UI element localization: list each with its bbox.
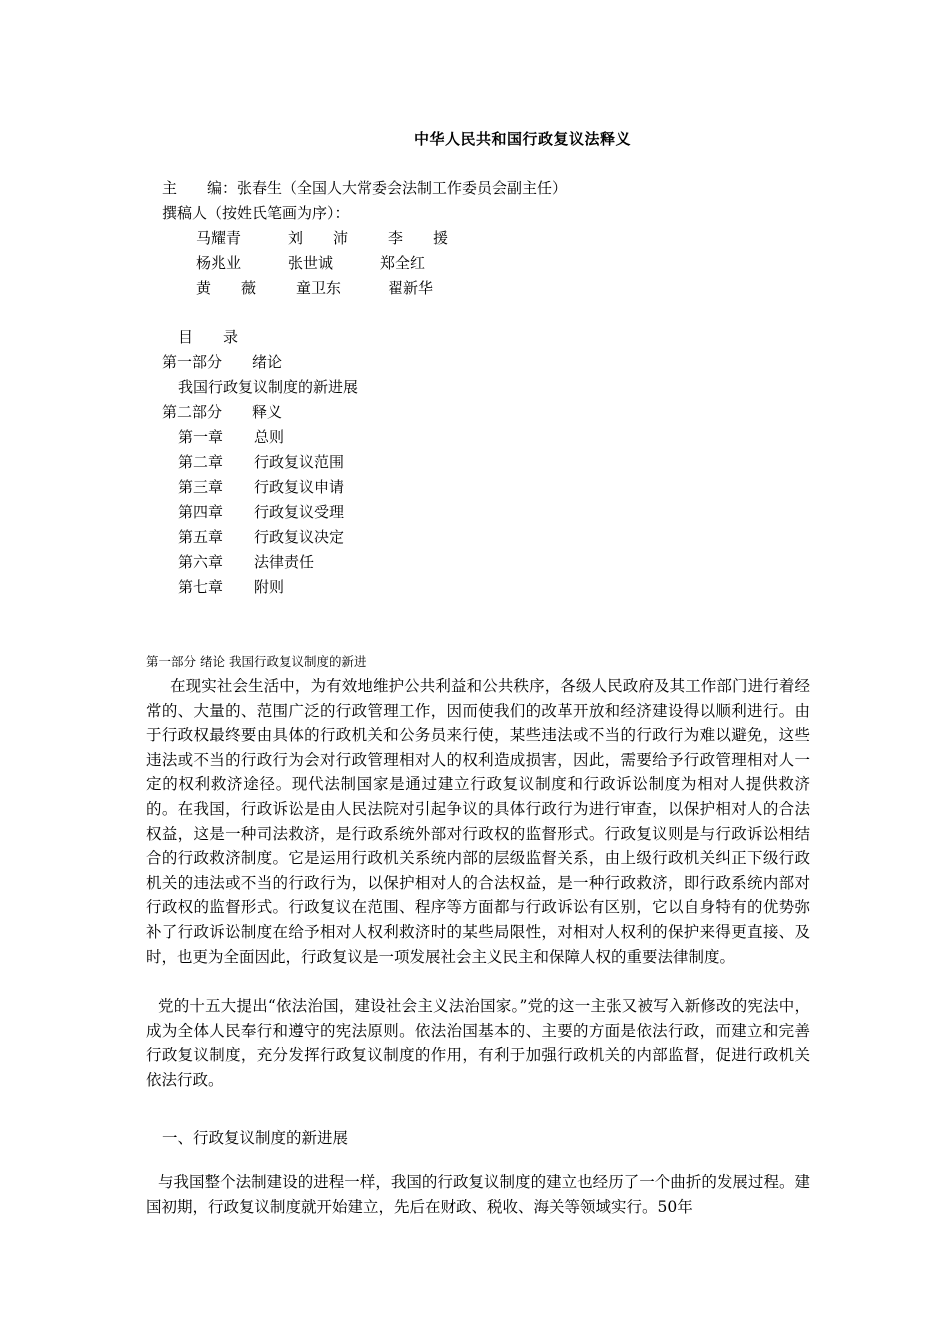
toc-item (178, 550, 314, 574)
toc-item (162, 350, 282, 374)
writer-name: 黄 薇 (196, 279, 257, 297)
toc-item-number: 第五章 (178, 528, 224, 546)
toc-item-number: 第二章 (178, 453, 224, 471)
toc-item-text: 绪论 (252, 353, 283, 371)
toc-item-text: 我国行政复议制度的新进展 (178, 378, 359, 396)
writer-name: 张世诚 (288, 254, 334, 272)
toc-item-number: 第四章 (178, 503, 224, 521)
editor-label: 主 编： (162, 179, 238, 197)
toc-heading: 目 录 (178, 328, 239, 346)
section-subheading: 一、行政复议制度的新进展 (162, 1129, 349, 1147)
writer-name: 童卫东 (296, 279, 342, 297)
editor-line (162, 176, 567, 200)
toc-item (162, 400, 282, 424)
writers-label: 撰稿人（按姓氏笔画为序）： (162, 204, 350, 222)
toc-item (178, 525, 344, 549)
toc-item-number: 第六章 (178, 553, 224, 571)
toc-item-text: 附则 (254, 578, 285, 596)
toc-item-number: 第一部分 (162, 353, 223, 371)
toc-item-number: 第二部分 (162, 403, 223, 421)
writer-name: 刘 沛 (288, 229, 349, 247)
toc-item-text: 总则 (254, 428, 285, 446)
document-title: 中华人民共和国行政复议法释义 (414, 130, 632, 148)
body-paragraph: 党的十五大提出“依法治国，建设社会主义法治国家。”党的这一主张又被写入新修改的宪法中，成为全体人民奉行和遵守的宪法原则。依法治国基本的、主要的方面是依法行政，而建立和完善行政复议制度，充分发挥行政复议制度的作用，有利于加强行政机关的内部监督，促进行政机关依法行政。 (146, 997, 810, 1089)
writer-name: 杨兆业 (196, 254, 242, 272)
toc-item-number: 第七章 (178, 578, 224, 596)
body-paragraph: 在现实社会生活中，为有效地维护公共利益和公共秩序，各级人民政府及其工作部门进行着经常的、大量的、范围广泛的行政管理工作，因而使我们的改革开放和经济建设得以顺利进行。由于行政权最终要由具体的行政机关和公务员来行使，某些违法或不当的行政行为难以避免，这些违法或不当的行政行为会对行政管理相对人的权利造成损害，因此，需要给予行政管理相对人一定的权利救济途径。现代法制国家是通过建立行政复议制度和行政诉讼制度为相对人提供救济的。在我国，行政诉讼是由人民法院对引起争议的具体行政行为进行审查，以保护相对人的合法权益，这是一种司法救济，是行政系统外部对行政权的监督形式。行政复议则是与行政诉讼相结合的行政救济制度。它是运用行政机关系统内部的层级监督关系，由上级行政机关纠正下级行政机关的违法或不当的行政行为，以保护相对人的合法权益，是一种行政救济，即行政系统内部对行政权的监督形式。行政复议在范围、程序等方面都与行政诉讼有区别，它以自身特有的优势弥补了行政诉讼制度在给予相对人权利救济时的某些局限性，对相对人权利的保护来得更直接、及时，也更为全面因此，行政复议是一项发展社会主义民主和保障人权的重要法律制度。 (146, 677, 810, 966)
toc-item (178, 450, 344, 474)
writers-row (196, 276, 433, 300)
writer-name: 郑全红 (380, 254, 426, 272)
toc-item (178, 425, 284, 449)
editor-value: 张春生（全国人大常委会法制工作委员会副主任） (237, 179, 568, 197)
writer-name: 翟新华 (388, 279, 434, 297)
toc-item (178, 575, 284, 599)
toc-item (178, 475, 344, 499)
toc-item-number: 第一章 (178, 428, 224, 446)
writer-name: 李 援 (388, 229, 449, 247)
toc-item-text: 行政复议申请 (254, 478, 345, 496)
writers-row (196, 226, 448, 250)
toc-item-text: 行政复议受理 (254, 503, 345, 521)
writers-row (196, 251, 425, 275)
toc-item-text: 行政复议决定 (254, 528, 345, 546)
body-paragraph: 与我国整个法制建设的进程一样，我国的行政复议制度的建立也经历了一个曲折的发展过程。建国初期，行政复议制度就开始建立，先后在财政、税收、海关等领域实行。50年 (146, 1173, 810, 1216)
section-caption: 第一部分 绪论 我国行政复议制度的新进 (146, 654, 367, 669)
toc-item (178, 500, 344, 524)
toc-item-text: 法律责任 (254, 553, 315, 571)
toc-item-text: 行政复议范围 (254, 453, 345, 471)
toc-item-number: 第三章 (178, 478, 224, 496)
writer-name: 马耀青 (196, 229, 242, 247)
toc-item (178, 375, 358, 399)
toc-item-text: 释义 (252, 403, 283, 421)
